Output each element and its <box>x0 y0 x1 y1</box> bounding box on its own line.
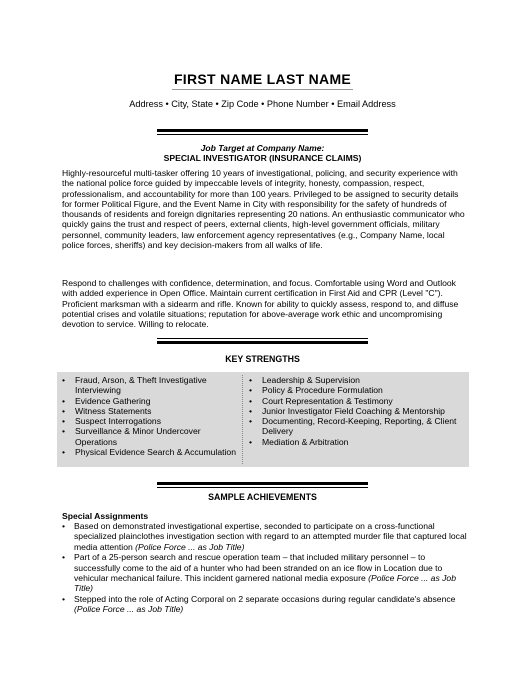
key-strengths-heading: KEY STRENGTHS <box>225 354 300 364</box>
strengths-divider-thick <box>157 341 368 344</box>
job-target-label: Job Target at Company Name: <box>200 143 325 153</box>
bullet-icon: • <box>249 375 253 385</box>
achievements-divider-thick <box>157 482 368 485</box>
strength-item: • Mediation & Arbitration <box>249 436 349 447</box>
achievements-divider-thin <box>157 487 368 488</box>
strength-item: • Policy & Procedure Formulation <box>249 385 383 396</box>
strength-item: • Witness Statements <box>62 405 152 416</box>
bullet-icon: • <box>62 405 66 416</box>
header-divider-thick <box>157 129 368 132</box>
key-strengths-box <box>57 372 469 467</box>
strength-item: • Physical Evidence Search & Accumulation <box>62 447 236 458</box>
bullet-icon: • <box>62 375 66 385</box>
bullet-icon: • <box>62 447 66 458</box>
bullet-icon: • <box>249 436 253 447</box>
bullet-icon: • <box>249 405 253 416</box>
strength-item: • Fraud, Arson, & Theft Investigative Interviewing <box>62 375 207 396</box>
job-title: SPECIAL INVESTIGATOR (INSURANCE CLAIMS) <box>163 153 362 163</box>
bullet-icon: • <box>62 426 66 437</box>
strength-item: • Surveillance & Minor Undercover Operations <box>62 426 201 447</box>
header-divider-thin <box>157 134 368 135</box>
strength-item: • Junior Investigator Field Coaching & Mentorship <box>249 405 445 416</box>
bullet-icon: • <box>62 416 66 427</box>
bullet-icon: • <box>249 395 253 406</box>
strength-item: • Evidence Gathering <box>62 395 151 406</box>
summary-paragraph-2: Respond to challenges with confidence, determination, and focus. Comfortable using Word and Outlook with added experience in Open Office. Maintain current certification in First Aid and CPR (Level "C"). Proficient marksman with a sidearm and rifle. Known for ability to quickly assess, respond to, and diffuse potential crises and volatile situations; reputation for above-average work ethic and uncompromising devotion to service. Willing to relocate. <box>62 278 459 330</box>
strength-item: • Documenting, Record-Keeping, Reporting, & Client Delivery <box>249 416 457 437</box>
summary-paragraph-1: Highly-resourceful multi-tasker offering 10 years of investigational, policing, and security experience with the national police force guided by impeccable levels of integrity, honesty, compassion, respect, professionalism, and accountability for more than 100 years. Privileged to be assigned to security details for former Political Figure, and the Event Name in City with responsibility for the safety of hundreds of thousands of residents and foreign dignitaries representing 20 nations. An enthusiastic communicator who quickly gains the trust and respect of peers, external clients, high-level government officials, military personnel, community leaders, law enforcement agency representatives (e.g., Company Name, local police forces, sheriffs) and key decision-makers from all walks of life. <box>62 168 465 251</box>
bullet-icon: • <box>249 416 253 427</box>
strengths-divider-thin <box>157 338 368 339</box>
strength-item: • Leadership & Supervision <box>249 375 360 385</box>
special-assignments-subheading: Special Assignments <box>62 511 149 521</box>
strengths-right-list <box>244 375 468 447</box>
bullet-icon: • <box>62 521 66 531</box>
strength-item: • Suspect Interrogations <box>62 416 161 427</box>
bullet-icon: • <box>62 552 66 563</box>
bullet-icon: • <box>249 385 253 396</box>
name-underline <box>172 89 353 90</box>
strength-item: • Court Representation & Testimony <box>249 395 393 406</box>
candidate-name: FIRST NAME LAST NAME <box>173 71 352 87</box>
contact-line: Address • City, State • Zip Code • Phone Number • Email Address <box>129 99 396 109</box>
achievement-item: • Based on demonstrated investigational expertise, seconded to participate on a cross-functional specialized plainclothes investigation section with regard to an attempted murder file that captured local media attention (Police Force ... as Job Title) <box>62 521 467 552</box>
sample-achievements-heading: SAMPLE ACHIEVEMENTS <box>208 492 317 502</box>
bullet-icon: • <box>62 593 66 604</box>
achievements-list <box>62 521 472 615</box>
achievement-item: • Stepped into the role of Acting Corporal on 2 separate occasions during regular candidate's absence (Police Force ... as Job Title) <box>62 593 456 615</box>
achievement-item: • Part of a 25-person search and rescue operation team – that included military personnel – to successfully come to the aid of a hunter who had been stranded on an ice flow in Location due to vehicular mechanical failure. This incident garnered national media exposure (Police Force ... as Job Title) <box>62 552 456 594</box>
bullet-icon: • <box>62 395 66 406</box>
strengths-left-list <box>57 375 241 457</box>
